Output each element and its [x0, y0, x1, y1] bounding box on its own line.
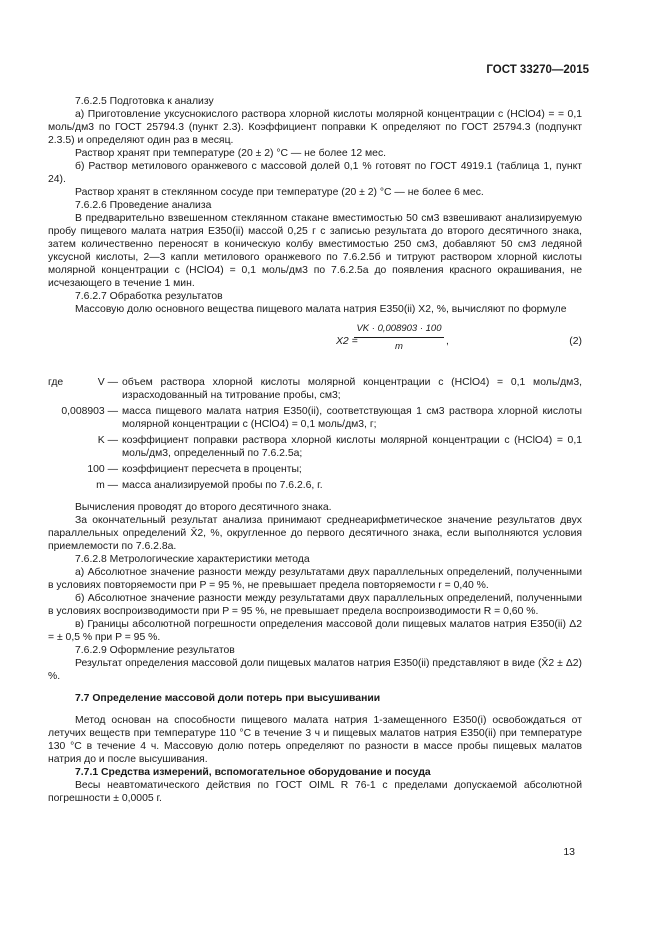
- definition-text: коэффициент пересчета в проценты;: [122, 464, 302, 475]
- formula-lhs: X2 =: [336, 336, 358, 347]
- paragraph: В предварительно взвешенном стеклянном стакане вместимостью 50 см3 взвешивают анализируемую пробу пищевого малата натрия Е350(ii) массой 0,25 г с записью результата до второго десятичного знака, затем количественно переносят в коническую колбу вместимостью 250 см3, добавляют 50 см3 ледяной уксусной кислоты, 2—3 капли метилового оранжевого по 7.6.2.5б и титруют раствором хлорной кислоты молярной концентрации c (HClO4) = 0,1 моль/дм3 по 7.6.2.5а до появления красного окрашивания, не исчезающего в течение 1 мин.: [48, 213, 582, 289]
- definition-item: [48, 405, 582, 431]
- where-label: где: [48, 377, 64, 388]
- definition-symbol: 0,008903 —: [61, 406, 118, 417]
- formula-punctuation: ,: [446, 336, 449, 347]
- section-title-7-6-2-6: 7.6.2.6 Проведение анализа: [75, 200, 212, 211]
- section-title-7-6-2-7: 7.6.2.7 Обработка результатов: [75, 291, 223, 302]
- definition-symbol: 100 —: [87, 464, 118, 475]
- paragraph: Раствор хранят в стеклянном сосуде при температуре (20 ± 2) °С — не более 6 мес.: [75, 187, 484, 198]
- definition-item: [48, 463, 582, 476]
- definition-item: [48, 479, 582, 492]
- section-title-7-6-2-5: 7.6.2.5 Подготовка к анализу: [75, 96, 214, 107]
- paragraph: б) Раствор метилового оранжевого с массовой долей 0,1 % готовят по ГОСТ 4919.1 (таблица 1, пункт 24).: [48, 161, 582, 185]
- definitions-list: [48, 376, 582, 492]
- paragraph: Раствор хранят при температуре (20 ± 2) °С — не более 12 мес.: [75, 148, 387, 159]
- definition-text: коэффициент поправки раствора хлорной кислоты молярной концентрации c (HClO4) = 0,1 моль/дм3, определенный по 7.6.2.5а;: [122, 435, 582, 459]
- paragraph: Весы неавтоматического действия по ГОСТ OIML R 76-1 с пределами допускаемой абсолютной погрешности ± 0,0005 г.: [48, 780, 582, 804]
- formula-denominator: m: [395, 341, 403, 352]
- section-title-7-6-2-8: 7.6.2.8 Метрологические характеристики метода: [75, 554, 310, 565]
- definition-item: [48, 434, 582, 460]
- definition-item: [48, 376, 582, 402]
- paragraph: в) Границы абсолютной погрешности определения массовой доли пищевых малатов натрия Е350(ii) Δ2 = ± 0,5 % при P = 95 %.: [48, 619, 582, 643]
- paragraph: Метод основан на способности пищевого малата натрия 1-замещенного Е350(i) освобождаться от летучих веществ при температуре 110 °С в течение 3 ч и пищевых малатов натрия Е350(ii) при температуре 130 °С в течение 4 ч. Массовую долю потерь определяют по разности в массе пробы пищевых малатов натрия до и после высушивания.: [48, 715, 582, 765]
- formula-number: (2): [569, 336, 582, 347]
- paragraph: а) Приготовление уксуснокислого раствора хлорной кислоты молярной концентрации c (HClO4) = = 0,1 моль/дм3 по ГОСТ 25794.3 (пункт 2.3). Коэффициент поправки K определяют по ГОСТ 25794.3 (подпункт 2.3.5) и определяют один раз в месяц.: [48, 109, 582, 146]
- paragraph: Вычисления проводят до второго десятичного знака.: [75, 502, 332, 513]
- paragraph: а) Абсолютное значение разности между результатами двух параллельных определений, полученными в условиях повторяемости при P = 95 %, не превышает предела повторяемости r = 0,40 %.: [48, 567, 582, 591]
- definition-text: объем раствора хлорной кислоты молярной концентрации c (HClO4) = 0,1 моль/дм3, израсходованный на титрование пробы, см3;: [122, 377, 582, 401]
- page-content: [48, 95, 582, 805]
- definition-text: масса пищевого малата натрия Е350(ii), соответствующая 1 см3 раствора хлорной кислоты молярной концентрации c (HClO4) = 0,1 моль/дм3, г;: [122, 406, 582, 430]
- page-number: 13: [563, 846, 575, 858]
- paragraph: Массовую долю основного вещества пищевого малата натрия Е350(ii) X2, %, вычисляют по формуле: [75, 304, 567, 315]
- formula-numerator: VK · 0,008903 · 100: [354, 322, 444, 338]
- definition-symbol: K —: [97, 435, 118, 446]
- paragraph: Результат определения массовой доли пищевых малатов натрия Е350(ii) представляют в виде (X̄2 ± Δ2) %.: [48, 658, 582, 682]
- paragraph: б) Абсолютное значение разности между результатами двух параллельных определений, полученными в условиях воспроизводимости при P = 95 %, не превышает предела воспроизводимости R = 0,60 %.: [48, 593, 582, 617]
- formula-2: [48, 322, 582, 362]
- definition-symbol: m —: [96, 480, 118, 491]
- formula-fraction: [354, 322, 444, 353]
- section-title-7-6-2-9: 7.6.2.9 Оформление результатов: [75, 645, 235, 656]
- standard-header: ГОСТ 33270—2015: [486, 64, 589, 76]
- definition-symbol: V —: [97, 377, 118, 388]
- paragraph: За окончательный результат анализа принимают среднеарифметическое значение результатов двух параллельных определений X̄2, %, округленное до первого десятичного знака, если выполняются условия приемлемости по 7.6.2.8а.: [48, 515, 582, 552]
- section-heading-7-7-1: 7.7.1 Средства измерений, вспомогательное оборудование и посуда: [75, 767, 431, 778]
- definition-text: масса анализируемой пробы по 7.6.2.6, г.: [122, 480, 323, 491]
- section-heading-7-7: 7.7 Определение массовой доли потерь при высушивании: [75, 693, 381, 704]
